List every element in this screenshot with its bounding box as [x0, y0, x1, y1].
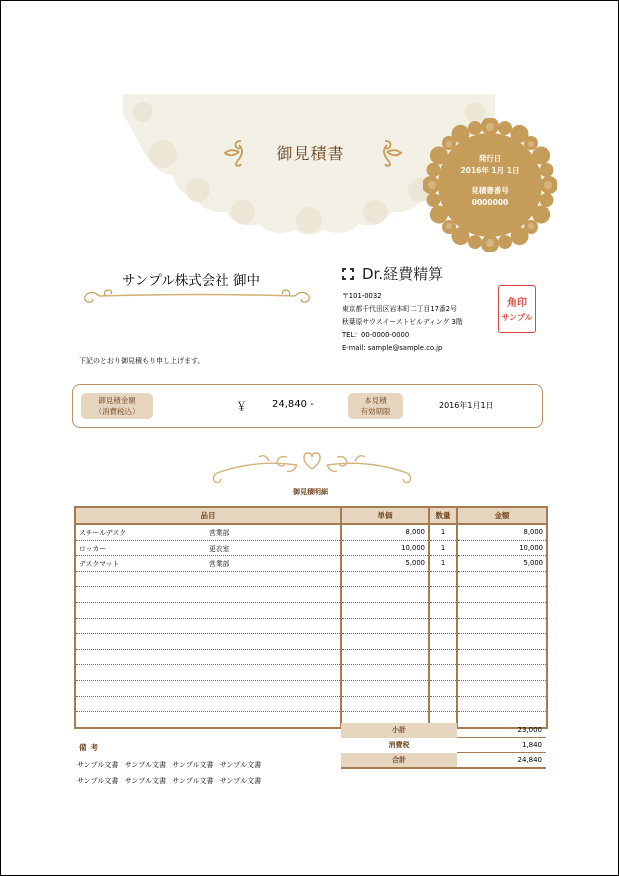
unit-price-cell [341, 571, 429, 587]
item-cell [75, 618, 341, 634]
quantity-cell [429, 665, 457, 681]
validity-date: 2016年1月1日 [439, 401, 494, 410]
subtotal-label: 小計 [341, 723, 457, 738]
amount-cell [457, 571, 547, 587]
unit-price-cell [341, 587, 429, 603]
seal-text [423, 153, 557, 209]
remarks-line1: サンプル文書 サンプル文書 サンプル文書 サンプル文書 [77, 761, 262, 769]
quantity-cell [429, 602, 457, 618]
item-cell [75, 680, 341, 696]
estimate-number-label: 見積書番号 [471, 186, 509, 195]
title-right-ornament-icon [373, 137, 403, 167]
estimate-amount-label: 御見積金額 （消費税込） [81, 393, 153, 419]
total-value: 24,840 [457, 753, 546, 769]
client-name: サンプル株式会社 御中 [121, 273, 261, 289]
column-header-quantity: 数量 [429, 507, 457, 524]
quantity-cell [429, 680, 457, 696]
estimate-items-table [74, 506, 548, 729]
quantity-cell: 1 [429, 556, 457, 572]
table-row [75, 571, 547, 587]
unit-price-cell [341, 634, 429, 650]
remarks-line2: サンプル文書 サンプル文書 サンプル文書 サンプル文書 [77, 777, 262, 785]
amount-cell [457, 587, 547, 603]
table-row [75, 524, 547, 540]
remarks-heading: 備考 [79, 743, 102, 752]
amount-cell [457, 665, 547, 681]
total-label: 合計 [341, 753, 457, 769]
quantity-cell [429, 649, 457, 665]
unit-price-cell [341, 649, 429, 665]
item-department: 営業部 [209, 529, 230, 538]
subtotal-row [341, 723, 546, 738]
item-cell [75, 634, 341, 650]
unit-price-cell [341, 618, 429, 634]
item-name: デスクマット [79, 560, 120, 569]
detail-heading-ornament-icon [207, 447, 417, 487]
item-name: スチールデスク [79, 529, 127, 538]
amount-cell [457, 634, 547, 650]
amount-cell [457, 602, 547, 618]
unit-price-cell [341, 665, 429, 681]
amount-cell: 10,000 [457, 540, 547, 556]
column-header-unit-price: 単価 [341, 507, 429, 524]
table-row [75, 587, 547, 603]
logo-bracket-icon [342, 268, 354, 280]
quantity-cell [429, 696, 457, 712]
totals-table [341, 723, 546, 769]
unit-price-cell [341, 602, 429, 618]
quantity-cell [429, 634, 457, 650]
issuer-email: E-mail: sample@sample.co.jp [342, 344, 443, 352]
company-seal-stamp [498, 285, 536, 333]
tax-row [341, 738, 546, 753]
item-cell [75, 602, 341, 618]
amount-cell [457, 696, 547, 712]
issuer-postal-code: 〒101-0032 [342, 292, 382, 300]
unit-price-cell [341, 696, 429, 712]
item-cell [75, 712, 341, 728]
detail-section-title: 御見積明細 [293, 488, 328, 496]
table-row [75, 556, 547, 572]
table-header-row [75, 507, 547, 524]
validity-label: 本見積 有効期限 [348, 393, 403, 419]
table-row [75, 696, 547, 712]
quantity-cell [429, 587, 457, 603]
table-row [75, 618, 547, 634]
amount-cell [457, 649, 547, 665]
amount-cell: 5,000 [457, 556, 547, 572]
issuer-phone: TEL：00-0000-0000 [342, 331, 410, 339]
logo-text: Dr.経費精算 [362, 265, 444, 283]
table-row [75, 634, 547, 650]
stamp-line1: 角印 [507, 298, 527, 309]
item-cell [75, 524, 341, 540]
amount-cell: 8,000 [457, 524, 547, 540]
quantity-cell: 1 [429, 540, 457, 556]
stamp-line2: サンプル [501, 313, 533, 322]
unit-price-cell: 5,000 [341, 556, 429, 572]
item-cell [75, 556, 341, 572]
item-cell [75, 571, 341, 587]
item-cell [75, 540, 341, 556]
intro-text: 下記のとおり御見積もり申し上げます。 [79, 357, 205, 365]
table-row [75, 540, 547, 556]
table-row [75, 602, 547, 618]
unit-price-cell: 10,000 [341, 540, 429, 556]
table-row [75, 649, 547, 665]
client-underline-ornament-icon [77, 286, 317, 306]
item-department: 更衣室 [209, 544, 230, 553]
quantity-cell [429, 618, 457, 634]
amount-cell [457, 680, 547, 696]
issuer-address-line2: 秋葉原サウスイーストビルディング 3階 [342, 318, 463, 326]
document-title: 御見積書 [276, 144, 345, 163]
item-department: 営業部 [209, 560, 230, 569]
column-header-item: 品目 [75, 507, 341, 524]
tax-value: 1,840 [457, 738, 546, 753]
table-row [75, 665, 547, 681]
item-cell [75, 587, 341, 603]
currency-symbol: ￥ [236, 400, 247, 413]
issuer-logo [342, 263, 443, 284]
item-cell [75, 696, 341, 712]
quantity-cell [429, 571, 457, 587]
amount-cell [457, 618, 547, 634]
item-name: ロッカー [79, 544, 107, 553]
estimate-summary-box [72, 384, 543, 428]
unit-price-cell: 8,000 [341, 524, 429, 540]
total-row [341, 753, 546, 769]
item-cell [75, 665, 341, 681]
issue-date-label: 発行日 [478, 154, 502, 163]
quantity-cell: 1 [429, 524, 457, 540]
unit-price-cell [341, 680, 429, 696]
table-row [75, 680, 547, 696]
issuer-address-line1: 東京都千代田区岩本町二丁目17番2号 [342, 305, 457, 313]
issue-date-value: 2016年 1月 1日 [460, 166, 520, 175]
column-header-amount: 金額 [457, 507, 547, 524]
estimate-amount-value: 24,840 - [272, 399, 314, 410]
estimate-number-value: 0000000 [471, 198, 509, 207]
tax-label: 消費税 [388, 741, 410, 749]
subtotal-value: 23,000 [457, 723, 546, 738]
item-cell [75, 649, 341, 665]
